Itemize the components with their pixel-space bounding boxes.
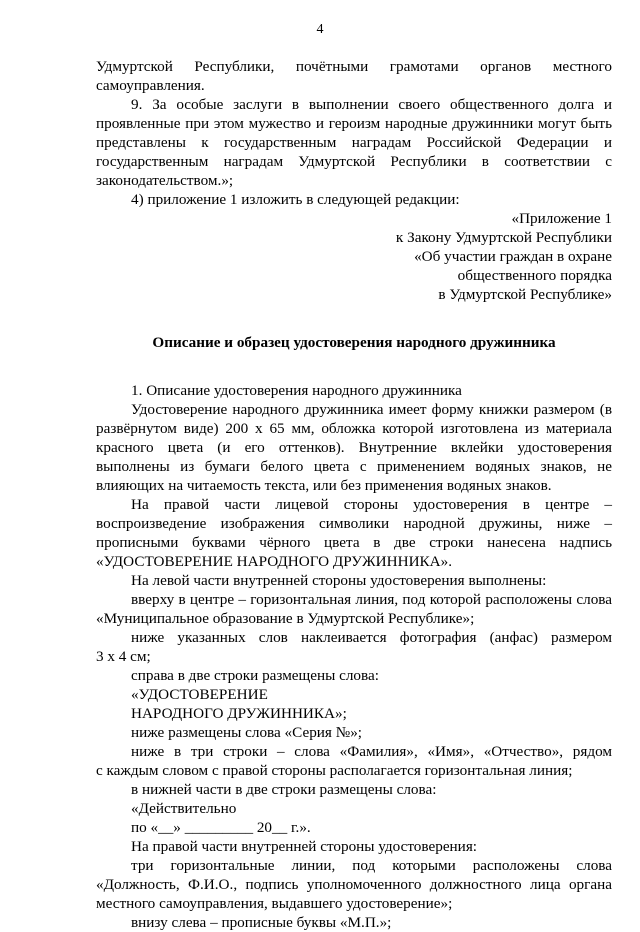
text-line: ниже в три строки – слова «Фамилия», «Имя», «Отчество», рядом <box>131 743 612 760</box>
text-line: влияющих на читаемость текста, или без применения водяных знаков. <box>96 477 552 494</box>
appendix-header-line: «Об участии граждан в охране <box>414 248 612 265</box>
item-4-line: 4) приложение 1 изложить в следующей редакции: <box>131 191 460 208</box>
text-line: красного цвета (и его оттенков). Внутренние вклейки удостоверения <box>96 439 612 456</box>
text-line: прописными буквами чёрного цвета в две строки нанесена надпись <box>96 534 612 551</box>
text-line: 3 х 4 см; <box>96 648 151 665</box>
appendix-header-line: в Удмуртской Республике» <box>438 286 612 303</box>
appendix-header-line: «Приложение 1 <box>511 210 612 227</box>
text-line: «УДОСТОВЕРЕНИЕ <box>131 686 268 703</box>
document-body <box>96 57 612 932</box>
text-line: в нижней части в две строки размещены слова: <box>131 781 437 798</box>
text-line: ниже размещены слова «Серия №»; <box>131 724 363 741</box>
text-line: три горизонтальные линии, под которыми расположены слова <box>131 857 612 874</box>
text-line: вверху в центре – горизонтальная линия, под которой расположены слова <box>131 591 612 608</box>
text-line: «УДОСТОВЕРЕНИЕ НАРОДНОГО ДРУЖИННИКА». <box>96 553 453 570</box>
appendix-header-line: к Закону Удмуртской Республики <box>395 229 612 246</box>
subsection-heading: 1. Описание удостоверения народного дружинника <box>131 382 462 399</box>
appendix-header-line: общественного порядка <box>457 267 612 284</box>
text-line: ниже указанных слов наклеивается фотография (анфас) размером <box>131 629 612 646</box>
text-line: «Действительно <box>131 800 237 817</box>
text-line: На правой части внутренней стороны удостоверения: <box>131 838 478 855</box>
text-line: «Должность, Ф.И.О., подпись уполномоченного должностного лица органа <box>96 876 612 893</box>
text-line: «Муниципальное образование в Удмуртской Республике»; <box>96 610 475 627</box>
page-number: 4 <box>316 22 324 37</box>
text-line: самоуправления. <box>96 77 205 94</box>
paragraph-9-line: представлены к государственным наградам Российской Федерации и <box>96 134 612 151</box>
text-line: внизу слева – прописные буквы «М.П.»; <box>131 914 392 931</box>
paragraph-9-line: законодательством.»; <box>96 172 234 189</box>
text-line: На правой части лицевой стороны удостоверения в центре – <box>131 496 612 513</box>
paragraph-9-line: 9. За особые заслуги в выполнении своего общественного долга и <box>131 96 612 113</box>
paragraph-9-line: проявленные при этом мужество и героизм народные дружинники могут быть <box>96 115 612 132</box>
text-line: развёрнутом виде) 200 х 65 мм, обложка которой изготовлена из материала <box>96 420 612 437</box>
section-title: Описание и образец удостоверения народного дружинника <box>152 334 556 351</box>
text-line: выполнены из бумаги белого цвета с применением водяных знаков, не <box>96 458 612 475</box>
text-line: с каждым словом с правой стороны располагается горизонтальная линия; <box>96 762 573 779</box>
text-line: справа в две строки размещены слова: <box>131 667 379 684</box>
text-line: местного самоуправления, выдавшего удостоверение»; <box>96 895 453 912</box>
text-line: воспроизведение изображения символики народной дружины, ниже – <box>96 515 612 532</box>
text-line: по «__» _________ 20__ г.». <box>131 819 311 836</box>
text-line: Удмуртской Республики, почётными грамотами органов местного <box>96 58 612 75</box>
text-line: На левой части внутренней стороны удостоверения выполнены: <box>131 572 547 589</box>
text-line: НАРОДНОГО ДРУЖИННИКА»; <box>131 705 347 722</box>
paragraph-9-line: государственным наградам Удмуртской Республики в соответствии с <box>96 153 612 170</box>
text-line: Удостоверение народного дружинника имеет форму книжки размером (в <box>131 401 612 418</box>
